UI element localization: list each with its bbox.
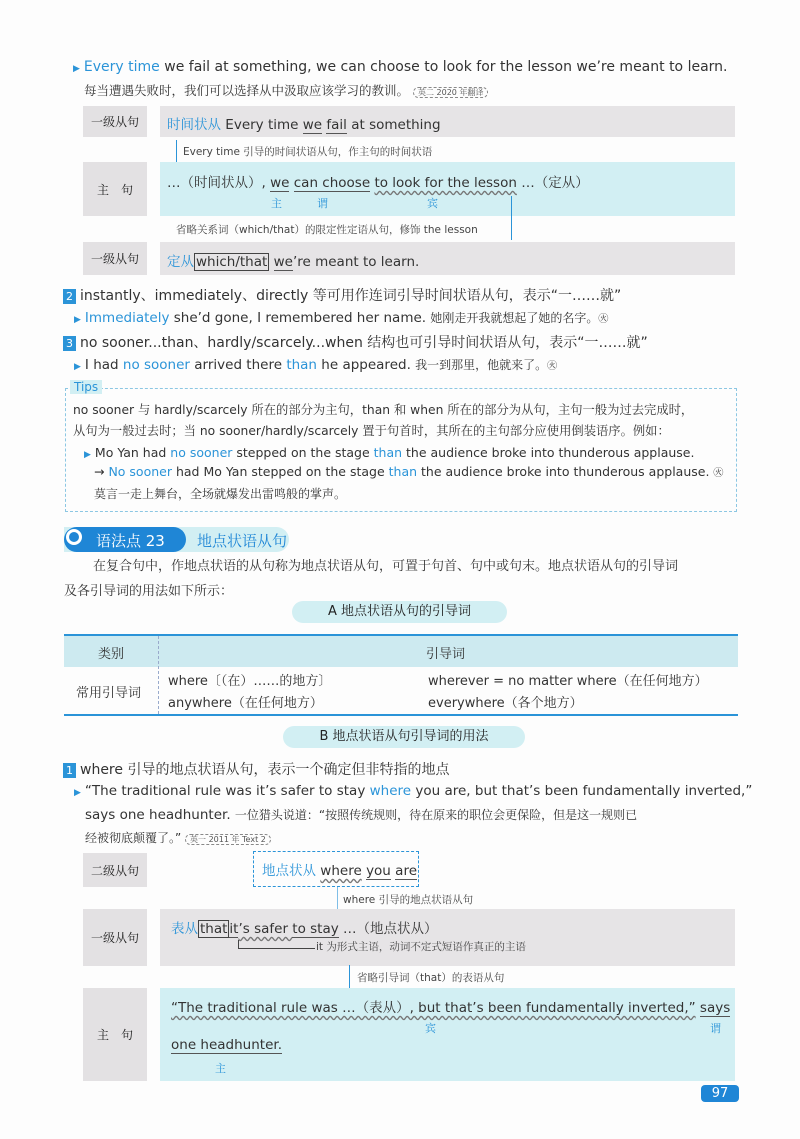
clause-text xyxy=(167,113,441,133)
point-heading xyxy=(63,285,621,305)
t: fail xyxy=(326,117,347,133)
row-label: 主 句 xyxy=(83,988,147,1081)
tips-text: no sooner 与 hardly/scarcely 所在的部分为主句，than 和 when 所在的部分为从句，主句一般为过去完成时， xyxy=(73,403,694,417)
clause-text xyxy=(171,996,730,1016)
paragraph: 在复合句中，作地点状语的从句称为地点状语从句，可置于句首、句中或句末。地点状语从句的引导词 xyxy=(93,559,679,574)
example-sentence: ▶ “The traditional rule was it’s safer to stay where you are, but that’s been fundamentally inverted,” xyxy=(74,783,753,799)
clause-text: one headhunter. xyxy=(171,1037,282,1053)
cell: where〔（在）……的地方〕 xyxy=(168,674,332,689)
example-sentence: ▶ Every time we fail at something, we can choose to look for the lesson we’re meant to learn. xyxy=(73,59,728,75)
t: no sooner xyxy=(170,445,233,460)
annotation: 省略关系词（which/that）的限定性定语从句，修饰 the lesson xyxy=(176,224,478,236)
point-heading xyxy=(63,332,648,352)
t: where xyxy=(320,863,362,879)
annotation: Every time 引导的时间状语从句，作主句的时间状语 xyxy=(183,146,433,158)
t: than xyxy=(286,357,317,373)
clause-text xyxy=(167,171,589,191)
t: to look for the lesson xyxy=(374,175,517,191)
t: ’re meant to learn. xyxy=(292,254,420,270)
role-label: 主 xyxy=(215,1062,226,1075)
t: we xyxy=(302,117,323,133)
t: at something xyxy=(346,117,441,133)
example-sentence: ▶ Immediately she’d gone, I remembered her name. 她刚走开我就想起了她的名字。㊋ xyxy=(74,310,609,326)
t: → xyxy=(94,464,109,479)
t: “The traditional rule was …（表从）, but that’s been fundamentally inverted,” xyxy=(171,1000,696,1016)
translation xyxy=(84,81,488,99)
t: I had xyxy=(84,357,123,373)
source-mark: ㊋ xyxy=(547,361,558,372)
clause-text xyxy=(262,859,417,879)
t: No sooner xyxy=(108,464,172,479)
role-label: 谓 xyxy=(710,1022,721,1035)
subheading: B 地点状语从句引导词的用法 xyxy=(283,726,525,748)
row-label: 二级从句 xyxy=(83,853,147,887)
point-number: 3 xyxy=(63,336,76,351)
tips-example: ▶ Mo Yan had no sooner stepped on the stage than the audience broke into thunderous applause. xyxy=(84,445,695,460)
t: to stay xyxy=(292,921,339,937)
cell: anywhere（在任何地方） xyxy=(168,696,323,711)
t: says xyxy=(699,1000,731,1016)
t: are xyxy=(395,863,418,879)
t: the audience broke into thunderous applause. xyxy=(402,445,695,460)
t: where xyxy=(369,783,412,799)
t: 经被彻底颠覆了。” xyxy=(85,831,182,845)
t: …（时间状从）, xyxy=(167,175,271,191)
t: she’d gone, I remembered her name. xyxy=(169,310,431,326)
source-badge: 英一 2011 年 Text 2 xyxy=(185,834,271,845)
source-mark: ㊋ xyxy=(598,314,609,325)
row-label: 一级从句 xyxy=(83,106,147,137)
divider xyxy=(158,636,159,714)
translation-text: 每当遭遇失败时，我们可以选择从中汲取应该学习的教训。 xyxy=(84,83,410,98)
t: Immediately xyxy=(84,310,170,326)
annotation: 省略引导词（that）的表语从句 xyxy=(357,972,505,984)
row-label: 一级从句 xyxy=(83,909,147,966)
boxed-word: that xyxy=(200,921,228,937)
t: had Mo Yan stepped on the stage xyxy=(172,464,389,479)
example-sentence xyxy=(85,806,637,823)
role-label: 宾 xyxy=(425,1022,436,1035)
point-heading xyxy=(63,759,449,779)
t: 她刚走开我就想起了她的名字。 xyxy=(430,311,599,325)
t: no sooner xyxy=(122,357,190,373)
cell: everywhere（各个地方） xyxy=(428,696,583,711)
t: arrived there xyxy=(189,357,287,373)
t: …（地点状从） xyxy=(338,921,438,937)
t: “The traditional rule was it’s safer to stay xyxy=(84,783,370,799)
tips-title: Tips xyxy=(70,380,102,394)
t: than xyxy=(373,445,403,460)
t: Every time xyxy=(225,117,303,133)
tag: 定从 xyxy=(167,254,194,270)
source-badge: 英二 2020 年翻译 xyxy=(413,87,488,98)
tips-text: 从句为一般过去时；当 no sooner/hardly/scarcely 置于句首时，其所在的主句部分应使用倒装语序。例如： xyxy=(73,424,670,438)
t: where 引导的地点状语从句，表示一个确定但非特指的地点 xyxy=(80,762,450,778)
t: can choose xyxy=(293,175,371,191)
row-label: 常用引导词 xyxy=(76,686,142,701)
cell: wherever = no matter where（在任何地方） xyxy=(428,674,708,689)
t: than xyxy=(388,464,418,479)
t: we xyxy=(273,254,293,270)
tag: 时间状从 xyxy=(167,117,221,133)
table-header xyxy=(64,636,738,667)
t: instantly、immediately、directly 等可用作连词引导时间状语从句，表示“一……就” xyxy=(80,288,622,304)
annotation: where 引导的地点状语从句 xyxy=(343,894,474,906)
paragraph: 及各引导词的用法如下所示： xyxy=(64,584,234,599)
header-cell: 类别 xyxy=(98,647,125,662)
page-number: 97 xyxy=(701,1085,739,1102)
tag: 表从 xyxy=(171,921,198,937)
annotation: it 为形式主语，动词不定式短语作真正的主语 xyxy=(316,941,526,953)
t: says one headhunter. xyxy=(85,807,235,823)
role-label: 宾 xyxy=(427,197,438,210)
bracket-line xyxy=(238,940,315,949)
row-label: 主 句 xyxy=(83,162,147,216)
translation xyxy=(85,829,271,846)
clause-text xyxy=(171,917,438,937)
t: stepped on the stage xyxy=(232,445,374,460)
role-label: 谓 xyxy=(317,197,328,210)
search-icon xyxy=(66,529,82,545)
section-title: 地点状语从句 xyxy=(197,532,288,550)
t: Mo Yan had xyxy=(94,445,171,460)
t: 一位猎头说道：“按照传统规则，待在原来的职位会更保险，但是这一规则已 xyxy=(234,808,638,822)
source-mark: ㊋ xyxy=(713,468,724,479)
t: you xyxy=(366,863,391,879)
sentence-text: we fail at something, we can choose to look for the lesson we’re meant to learn. xyxy=(159,59,728,75)
tag: 地点状从 xyxy=(262,863,316,879)
subheading: A 地点状语从句的引导词 xyxy=(292,601,507,623)
point-number: 2 xyxy=(63,289,76,304)
tips-example xyxy=(94,464,723,479)
example-sentence: ▶ I had no sooner arrived there than he appeared. 我一到那里，他就来了。㊋ xyxy=(74,357,558,373)
header-cell: 引导词 xyxy=(426,647,466,662)
t: he appeared. xyxy=(317,357,416,373)
t: we xyxy=(270,175,290,191)
clause-text xyxy=(167,250,419,270)
arrow-line xyxy=(511,196,512,240)
point-number: 1 xyxy=(63,763,76,778)
t: you are, but that’s been fundamentally inverted,” xyxy=(411,783,753,799)
boxed-word: which/that xyxy=(196,254,268,270)
table xyxy=(64,634,738,716)
t: 我一到那里，他就来了。 xyxy=(415,358,548,372)
t: it xyxy=(229,921,239,937)
t: the audience broke into thunderous applause. xyxy=(417,464,714,479)
highlight: Every time xyxy=(83,59,160,75)
t xyxy=(269,254,273,270)
t: …（定从） xyxy=(516,175,589,191)
role-label: 主 xyxy=(271,197,282,210)
row-label: 一级从句 xyxy=(83,242,147,275)
section-number: 语法点 23 xyxy=(96,532,165,550)
t: no sooner...than、hardly/scarcely...when 结构也可引导时间状语从句，表示“一……就” xyxy=(80,335,648,351)
tips-translation: 莫言一走上舞台，全场就爆发出雷鸣般的掌声。 xyxy=(94,487,347,501)
t: ’s safer xyxy=(238,921,293,937)
